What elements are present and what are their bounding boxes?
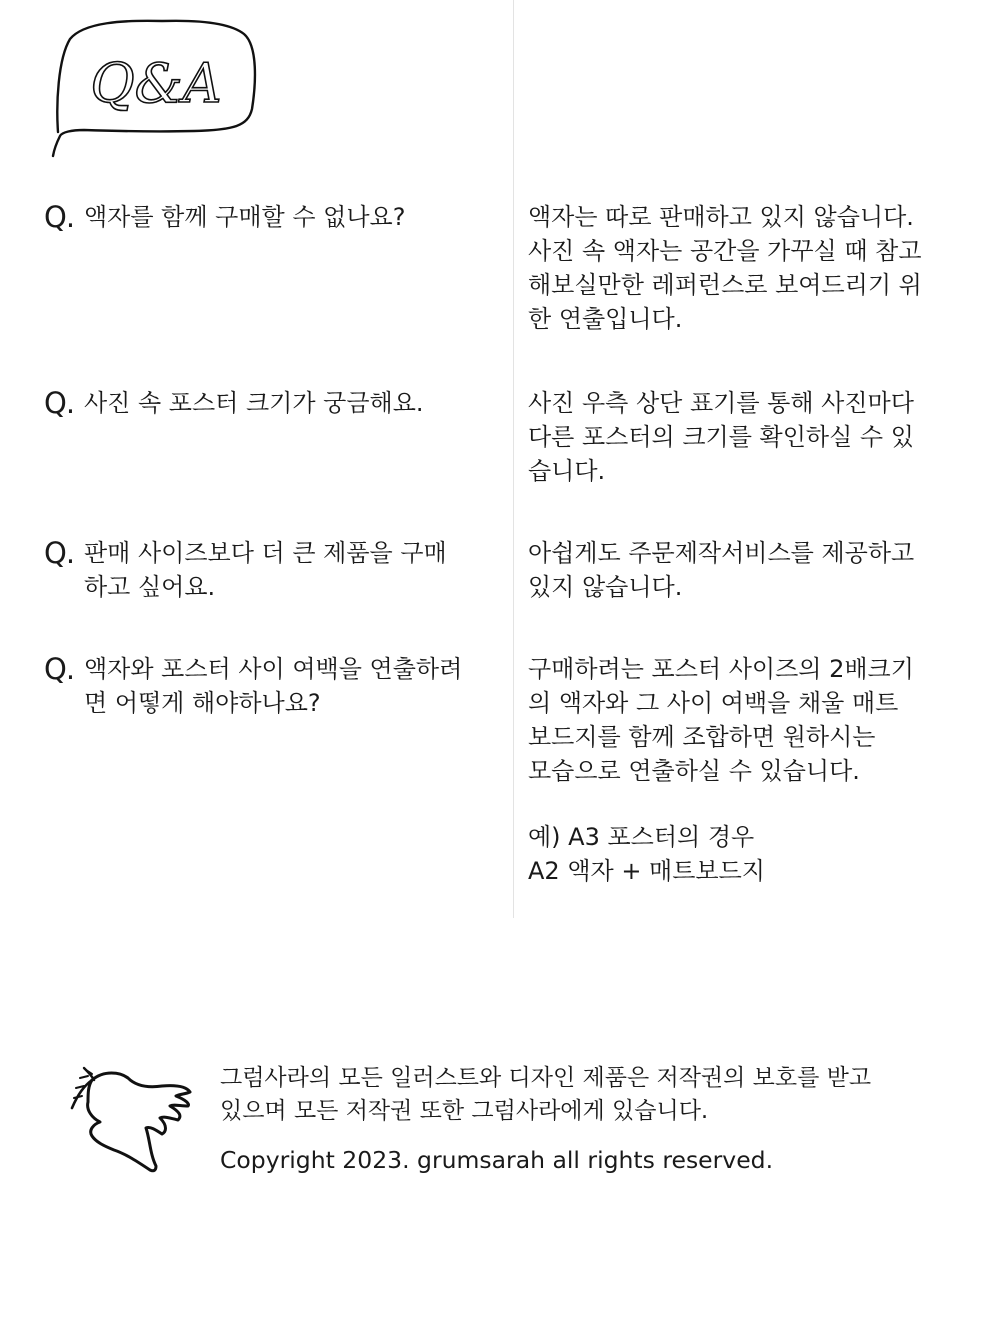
question-text: 사진 속 포스터 크기가 궁금해요. [84,389,424,417]
footer-text-block [220,1062,960,1177]
answer [528,386,968,488]
answer-paragraph: 액자는 따로 판매하고 있지 않습니다. 사진 속 액자는 공간을 가꾸실 때 참고 해보실만한 레퍼런스로 보여드리기 위 한 연출입니다. [528,203,922,333]
column-divider [513,0,514,918]
svg-text:Q&A: Q&A [90,52,222,115]
question-text: 액자를 함께 구매할 수 없나요? [84,203,406,231]
question-marker: Q. [44,652,75,686]
dove-logo-icon [62,1058,202,1180]
question [44,386,499,420]
copyright-line: Copyright 2023. grumsarah all rights reserved. [220,1146,774,1174]
speech-bubble-icon [44,14,266,160]
question-text: 판매 사이즈보다 더 큰 제품을 구매 하고 싶어요. [84,539,447,601]
copyright-notice: 그럼사라의 모든 일러스트와 디자인 제품은 저작권의 보호를 받고 있으며 모든 저작권 또한 그럼사라에게 있습니다. [220,1065,872,1124]
question-marker: Q. [44,200,75,234]
answer-paragraph: 사진 우측 상단 표기를 통해 사진마다 다른 포스터의 크기를 확인하실 수 있 습니다. [528,389,914,485]
answer [528,200,968,336]
question-marker: Q. [44,386,75,420]
question-marker: Q. [44,536,75,570]
answer [528,652,968,888]
qa-speech-bubble-badge [44,14,266,160]
answer-paragraph: 구매하려는 포스터 사이즈의 2배크기 의 액자와 그 사이 여백을 채울 매트 보드지를 함께 조합하면 원하시는 모습으로 연출하실 수 있습니다. [528,655,914,785]
question [44,200,499,234]
question [44,536,499,604]
answer-paragraph: 예) A3 포스터의 경우 A2 액자 + 매트보드지 [528,823,765,885]
answer-paragraph: 아쉽게도 주문제작서비스를 제공하고 있지 않습니다. [528,539,915,601]
question [44,652,499,720]
answer [528,536,968,604]
question-text: 액자와 포스터 사이 여백을 연출하려 면 어떻게 해야하나요? [84,655,463,717]
